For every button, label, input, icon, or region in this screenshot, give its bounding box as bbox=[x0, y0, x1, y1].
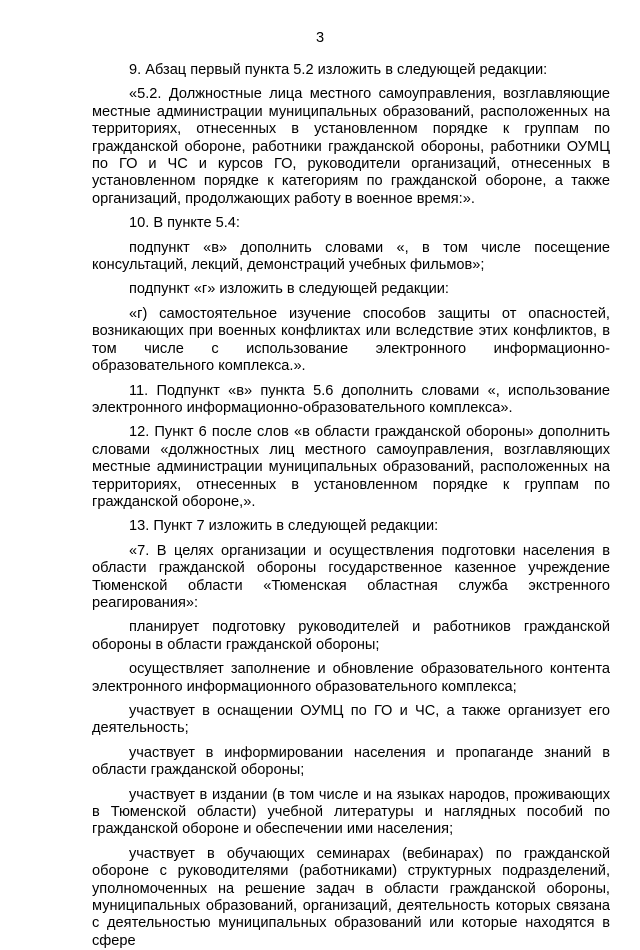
paragraph-item-7-text: «7. В целях организации и осуществления подготовки населения в области гражданской обороны государственное казенное учреждение Тюменской области «Тюменская областная служба экстренного реагирования»: bbox=[92, 542, 610, 611]
paragraph-duty-equipment: участвует в оснащении ОУМЦ по ГО и ЧС, а также организует его деятельность; bbox=[92, 703, 610, 737]
paragraph-subitem-g-text: «г) самостоятельное изучение способов защиты от опасностей, возникающих при военных конфликтах или вследствие этих конфликтов, в том числе с использование электронного информационно-образовательного комплекса.». bbox=[92, 305, 610, 375]
paragraph-duty-publishing: участвует в издании (в том числе и на языках народов, проживающих в Тюменской области) учебной литературы и наглядных пособий по гражданской обороне и обеспечении ими населения; bbox=[92, 786, 610, 838]
paragraph-item-9-heading: 9. Абзац первый пункта 5.2 изложить в следующей редакции: bbox=[129, 62, 548, 78]
page-number: 3 bbox=[315, 30, 325, 46]
paragraph-item-13-heading: 13. Пункт 7 изложить в следующей редакции: bbox=[129, 518, 439, 535]
paragraph-duty-content: осуществляет заполнение и обновление образовательного контента электронного информационного образовательного комплекса; bbox=[92, 661, 610, 695]
paragraph-duty-seminars: участвует в обучающих семинарах (вебинарах) по гражданской обороне с руководителями (работниками) структурных подразделений, уполномоченных на решение задач в области гражданской обороны, муниципальных образований, организаций, деятельность которых связана с деятельностью муниципальных образований или которые находятся в сфере bbox=[92, 845, 610, 949]
paragraph-subitem-v: подпункт «в» дополнить словами «, в том числе посещение консультаций, лекций, демонстраций учебных фильмов»; bbox=[92, 239, 610, 274]
paragraph-item-11: 11. Подпункт «в» пункта 5.6 дополнить словами «, использование электронного информационно-образовательного комплекса». bbox=[92, 382, 610, 416]
paragraph-item-10-heading: 10. В пункте 5.4: bbox=[129, 215, 240, 232]
paragraph-duty-planning: планирует подготовку руководителей и работников гражданской обороны в области гражданской обороны; bbox=[92, 619, 610, 653]
paragraph-duty-informing: участвует в информировании населения и пропаганде знаний в области гражданской обороны; bbox=[92, 744, 610, 779]
paragraph-item-12: 12. Пункт 6 после слов «в области гражданской обороны» дополнить словами «должностных лиц местного самоуправления, возглавляющих местные администрации муниципальных образований, расположенных на территориях, отнесенных в установленном порядке к группам по гражданской обороне,». bbox=[92, 424, 610, 510]
document-body bbox=[92, 62, 610, 950]
paragraph-item-5-2-text: «5.2. Должностные лица местного самоуправления, возглавляющие местные администрации муниципальных образований, расположенных на территориях, отнесенных в установленном порядке к группам по гражданской обороне, работники гражданской обороны, работники ОУМЦ по ГО и ЧС и курсов ГО, руководители организаций, отнесенных в установленном порядке к категориям по гражданской обороне, а также организаций, продолжающих работу в военное время:». bbox=[92, 86, 610, 207]
paragraph-subitem-g-heading: подпункт «г» изложить в следующей редакции: bbox=[129, 281, 449, 298]
